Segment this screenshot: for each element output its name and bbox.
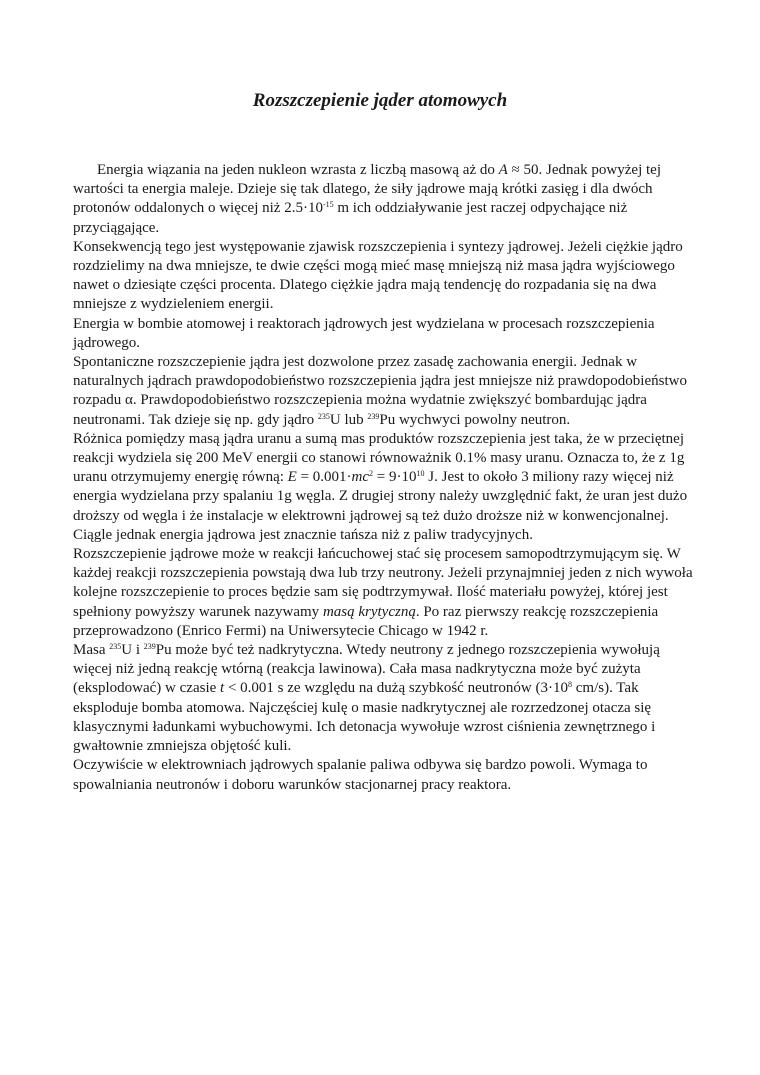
text-run: Rozszczepienie jądrowe może w reakcji łańcuchowej stać się procesem samopodtrzymującym się. W każdej reakcji rozszczepienia powstają dwa lub trzy neutrony. Jeżeli przynajmniej jeden z nich wywoła kolejne rozszczepienie to proces będzie sam się podtrzymywał. Ilość materiału powyżej, której jest spełniony powyższy warunek nazywamy	[73, 546, 693, 620]
text-run: < 0.001 s ze względu na dużą szybkość neutronów (3·10	[224, 680, 568, 697]
variable-mc: mc	[351, 469, 370, 486]
variable-e: E	[287, 469, 297, 486]
paragraph-spontaneous-fission	[73, 353, 693, 430]
emphasis-critical-mass: masą krytyczną	[322, 603, 416, 620]
paragraph-fission-fusion: Konsekwencją tego jest występowanie zjawisk rozszczepienia i syntezy jądrowej. Jeżeli ciężkie jądro rozdzielimy na dwa mniejsze, te dwie części mogą mieć masę mniejszą niż masa jądra wyjściowego nawet o dziesiąte części procenta. Dlatego ciężkie jądra mają tendencję do rozpadania się na dwa mniejsze z wydzieleniem energii.	[73, 238, 683, 313]
mass-number: 235	[109, 642, 122, 652]
exponent: 8	[568, 680, 572, 690]
text-run: cm/s). Tak eksploduje bomba atomowa. Najczęściej kulę o masie nadkrytycznej ale rozrzedzonej otacza się klasycznymi ładunkami wybuchowymi. Ich detonacja wywołuje wzrost ciśnienia zewnętrznego i gwałtownie zmniejsza objętość kuli.	[73, 680, 656, 755]
variable-t: t	[220, 680, 225, 697]
paragraph-energy-release: Energia w bombie atomowej i reaktorach jądrowych jest wydzielana w procesach rozszczepienia jądrowego.	[73, 315, 655, 351]
text-run: m ich oddziaływanie jest raczej odpychające niż przyciągające.	[73, 200, 628, 236]
mass-number: 239	[367, 411, 380, 421]
text-run: U i	[121, 642, 144, 659]
text-run: . Po raz pierwszy reakcję rozszczepienia przeprowadzono (Enrico Fermi) na Uniwersytecie Chicago w 1942 r.	[73, 603, 659, 639]
text-run: Energia wiązania na jeden nukleon wzrasta z liczbą masową aż do	[97, 162, 499, 178]
paragraph-supercritical	[73, 641, 693, 756]
variable-a: A	[498, 162, 508, 178]
text-run: Masa	[73, 642, 110, 659]
text-run: U lub	[329, 411, 368, 428]
mass-number: 235	[317, 411, 330, 421]
exponent: 10	[416, 469, 425, 479]
text-run: Różnica pomiędzy masą jądra uranu a sumą mas produktów rozszczepienia jest taka, że w przeciętnej reakcji wydziela się 200 MeV energii co stanowi równoważnik 0.1% masy uranu. Oznacza to, że z 1g uranu otrzymujemy energię równą:	[73, 430, 685, 486]
paragraph-mass-difference	[73, 430, 693, 545]
paragraph-chain-reaction	[73, 545, 693, 641]
exponent: 2	[369, 469, 374, 479]
text-run: ≈ 50. Jednak powyżej tej wartości ta energia maleje. Dzieje się tak dlatego, że siły jądrowe mają krótki zasięg i dla dwóch protonów oddalonych o więcej niż 2.5·10	[73, 162, 661, 217]
document-body	[73, 161, 693, 795]
text-run: J. Jest to około 3 miliony razy więcej niż energia wydzielana przy spalaniu 1g węgla. Z drugiej strony należy uwzględnić fakt, że uran jest dużo droższy od węgla i że instalacje w elektrowni jądrowej są też dużo droższe niż w konwencjonalnej. Ciągle jednak energia jądrowa jest znacznie tańsza niż z paliw tradycyjnych.	[73, 469, 688, 543]
document-title: Rozszczepienie jąder atomowych	[252, 90, 508, 111]
text-run: = 9·10	[373, 469, 417, 486]
exponent: -15	[322, 200, 334, 210]
paragraph-binding-energy	[73, 161, 693, 238]
paragraph-power-plants: Oczywiście w elektrowniach jądrowych spalanie paliwa odbywa się bardzo powoli. Wymaga to spowalniania neutronów i doboru warunków stacjonarnej pracy reaktora.	[73, 757, 648, 793]
mass-number: 239	[143, 642, 156, 652]
text-run: Pu może być też nadkrytyczna. Wtedy neutrony z jednego rozszczepienia wywołują więcej niż jedną reakcję wtórną (reakcja lawinowa). Cała masa nadkrytyczna może być zużyta (eksplodować) w czasie	[73, 642, 660, 697]
text-run: Pu wychwyci powolny neutron.	[379, 411, 571, 428]
text-run: = 0.001·	[296, 469, 352, 486]
text-run: Spontaniczne rozszczepienie jądra jest dozwolone przez zasadę zachowania energii. Jednak w naturalnych jądrach prawdopodobieństwo rozszczepienia jądra jest mniejsze niż prawdopodobieństwo rozpadu α. Prawdopodobieństwo rozszczepienia można wydatnie zwiększyć bombardując jądra neutronami. Tak dzieje się np. gdy jądro	[73, 354, 687, 428]
